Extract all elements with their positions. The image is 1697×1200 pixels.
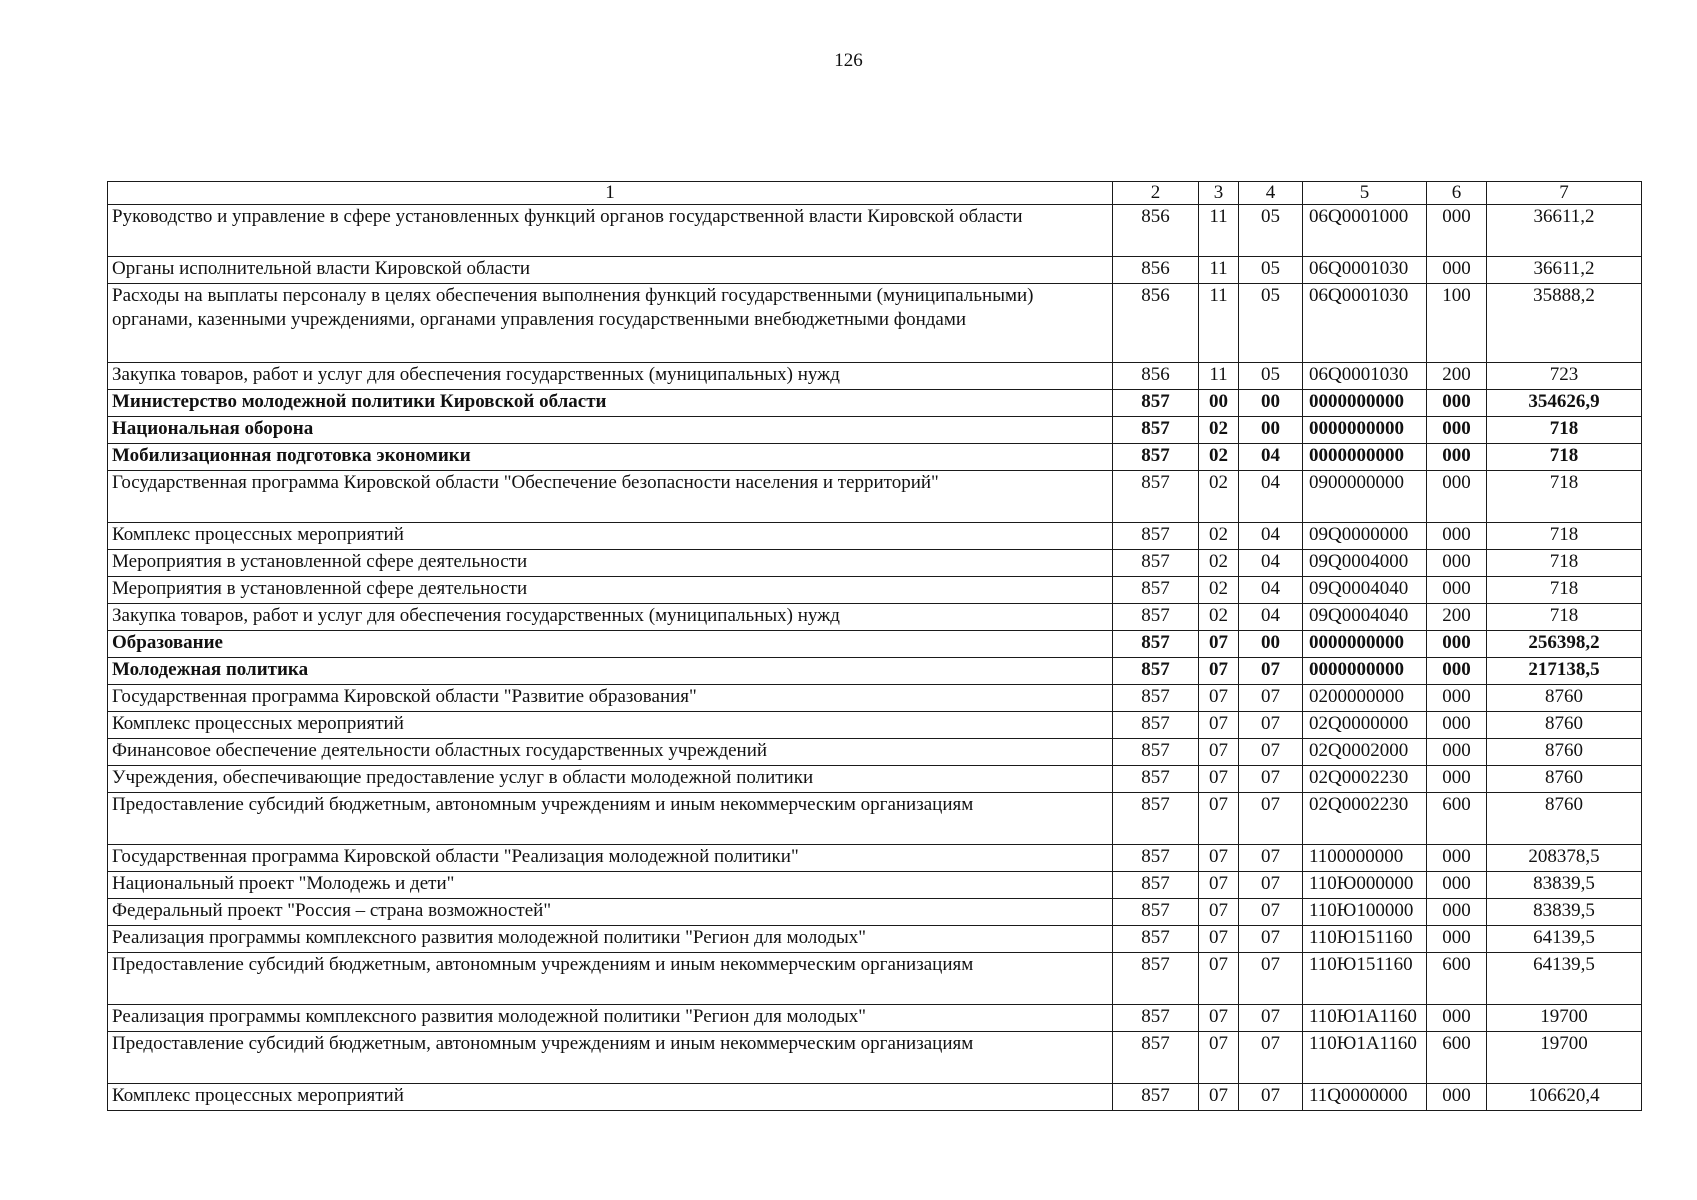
row-section-code-cell: 02 [1199, 444, 1239, 471]
row-amount-cell: 208378,5 [1487, 845, 1642, 872]
row-expense-type-cell: 000 [1427, 739, 1487, 766]
row-section-code-cell: 07 [1199, 845, 1239, 872]
row-ministry-code-cell: 857 [1113, 1032, 1199, 1084]
row-subsection-code-cell: 07 [1239, 793, 1303, 845]
row-expense-type-cell: 000 [1427, 685, 1487, 712]
row-target-article-cell: 02Q0002000 [1303, 739, 1427, 766]
row-name-cell: Органы исполнительной власти Кировской области [108, 257, 1113, 284]
row-section-code-cell: 00 [1199, 390, 1239, 417]
table-row [108, 685, 1642, 712]
row-subsection-code-cell: 05 [1239, 363, 1303, 390]
table-row [108, 390, 1642, 417]
row-expense-type-cell: 000 [1427, 444, 1487, 471]
row-ministry-code-cell: 857 [1113, 1084, 1199, 1111]
row-name-cell: Мероприятия в установленной сфере деятельности [108, 550, 1113, 577]
row-name-cell: Национальная оборона [108, 417, 1113, 444]
row-name-cell: Государственная программа Кировской области "Реализация молодежной политики" [108, 845, 1113, 872]
row-name-cell: Закупка товаров, работ и услуг для обеспечения государственных (муниципальных) нужд [108, 363, 1113, 390]
row-target-article-cell: 09Q0004000 [1303, 550, 1427, 577]
row-section-code-cell: 07 [1199, 658, 1239, 685]
table-row [108, 631, 1642, 658]
row-expense-type-cell: 000 [1427, 205, 1487, 257]
row-amount-cell: 19700 [1487, 1032, 1642, 1084]
row-name-cell: Министерство молодежной политики Кировской области [108, 390, 1113, 417]
row-subsection-code-cell: 07 [1239, 872, 1303, 899]
row-name-cell: Федеральный проект "Россия – страна возможностей" [108, 899, 1113, 926]
row-amount-cell: 83839,5 [1487, 872, 1642, 899]
row-target-article-cell: 09Q0004040 [1303, 604, 1427, 631]
row-target-article-cell: 110Ю000000 [1303, 872, 1427, 899]
row-subsection-code-cell: 07 [1239, 766, 1303, 793]
row-ministry-code-cell: 857 [1113, 712, 1199, 739]
column-header-3: 3 [1199, 182, 1239, 205]
row-section-code-cell: 07 [1199, 953, 1239, 1005]
row-name-cell: Молодежная политика [108, 658, 1113, 685]
row-target-article-cell: 09Q0004040 [1303, 577, 1427, 604]
row-ministry-code-cell: 857 [1113, 471, 1199, 523]
row-ministry-code-cell: 857 [1113, 739, 1199, 766]
row-expense-type-cell: 000 [1427, 658, 1487, 685]
row-ministry-code-cell: 857 [1113, 604, 1199, 631]
row-target-article-cell: 110Ю151160 [1303, 953, 1427, 1005]
table-row [108, 658, 1642, 685]
row-name-cell: Государственная программа Кировской области "Обеспечение безопасности населения и территорий" [108, 471, 1113, 523]
row-subsection-code-cell: 00 [1239, 631, 1303, 658]
row-section-code-cell: 07 [1199, 712, 1239, 739]
row-amount-cell: 8760 [1487, 685, 1642, 712]
row-subsection-code-cell: 07 [1239, 1084, 1303, 1111]
table-row [108, 872, 1642, 899]
row-amount-cell: 64139,5 [1487, 926, 1642, 953]
row-name-cell: Реализация программы комплексного развития молодежной политики "Регион для молодых" [108, 1005, 1113, 1032]
row-section-code-cell: 07 [1199, 926, 1239, 953]
row-name-cell: Финансовое обеспечение деятельности областных государственных учреждений [108, 739, 1113, 766]
row-ministry-code-cell: 857 [1113, 899, 1199, 926]
row-subsection-code-cell: 04 [1239, 444, 1303, 471]
row-target-article-cell: 11Q0000000 [1303, 1084, 1427, 1111]
row-ministry-code-cell: 856 [1113, 363, 1199, 390]
table-row [108, 363, 1642, 390]
table-row [108, 205, 1642, 257]
row-section-code-cell: 07 [1199, 739, 1239, 766]
row-amount-cell: 8760 [1487, 739, 1642, 766]
row-section-code-cell: 02 [1199, 577, 1239, 604]
row-target-article-cell: 06Q0001030 [1303, 284, 1427, 363]
row-amount-cell: 19700 [1487, 1005, 1642, 1032]
row-target-article-cell: 0000000000 [1303, 417, 1427, 444]
row-section-code-cell: 07 [1199, 872, 1239, 899]
row-amount-cell: 718 [1487, 550, 1642, 577]
row-expense-type-cell: 000 [1427, 577, 1487, 604]
table-row [108, 926, 1642, 953]
row-ministry-code-cell: 857 [1113, 766, 1199, 793]
row-name-cell: Мобилизационная подготовка экономики [108, 444, 1113, 471]
table-row [108, 712, 1642, 739]
row-amount-cell: 718 [1487, 604, 1642, 631]
row-amount-cell: 64139,5 [1487, 953, 1642, 1005]
row-section-code-cell: 07 [1199, 793, 1239, 845]
row-subsection-code-cell: 07 [1239, 712, 1303, 739]
row-amount-cell: 718 [1487, 577, 1642, 604]
row-ministry-code-cell: 857 [1113, 390, 1199, 417]
row-name-cell: Государственная программа Кировской области "Развитие образования" [108, 685, 1113, 712]
table-row [108, 1032, 1642, 1084]
row-expense-type-cell: 000 [1427, 631, 1487, 658]
row-section-code-cell: 11 [1199, 284, 1239, 363]
row-expense-type-cell: 100 [1427, 284, 1487, 363]
row-subsection-code-cell: 07 [1239, 953, 1303, 1005]
row-subsection-code-cell: 07 [1239, 926, 1303, 953]
row-expense-type-cell: 600 [1427, 953, 1487, 1005]
row-amount-cell: 8760 [1487, 712, 1642, 739]
column-header-6: 6 [1427, 182, 1487, 205]
table-body [108, 205, 1642, 1111]
row-name-cell: Комплекс процессных мероприятий [108, 1084, 1113, 1111]
row-ministry-code-cell: 857 [1113, 926, 1199, 953]
row-amount-cell: 83839,5 [1487, 899, 1642, 926]
row-expense-type-cell: 600 [1427, 793, 1487, 845]
row-ministry-code-cell: 857 [1113, 444, 1199, 471]
row-target-article-cell: 0900000000 [1303, 471, 1427, 523]
row-subsection-code-cell: 04 [1239, 550, 1303, 577]
column-header-7: 7 [1487, 182, 1642, 205]
row-ministry-code-cell: 857 [1113, 793, 1199, 845]
table-row [108, 577, 1642, 604]
row-name-cell: Предоставление субсидий бюджетным, автономным учреждениям и иным некоммерческим организациям [108, 793, 1113, 845]
row-expense-type-cell: 000 [1427, 712, 1487, 739]
row-section-code-cell: 11 [1199, 257, 1239, 284]
row-target-article-cell: 0000000000 [1303, 658, 1427, 685]
row-ministry-code-cell: 856 [1113, 205, 1199, 257]
column-header-1: 1 [108, 182, 1113, 205]
row-subsection-code-cell: 05 [1239, 257, 1303, 284]
row-section-code-cell: 07 [1199, 685, 1239, 712]
table-row [108, 604, 1642, 631]
row-target-article-cell: 110Ю1А1160 [1303, 1005, 1427, 1032]
row-name-cell: Образование [108, 631, 1113, 658]
row-target-article-cell: 09Q0000000 [1303, 523, 1427, 550]
table-row [108, 739, 1642, 766]
row-subsection-code-cell: 07 [1239, 1005, 1303, 1032]
row-expense-type-cell: 000 [1427, 872, 1487, 899]
row-section-code-cell: 07 [1199, 899, 1239, 926]
row-subsection-code-cell: 05 [1239, 205, 1303, 257]
row-section-code-cell: 11 [1199, 205, 1239, 257]
row-section-code-cell: 07 [1199, 1005, 1239, 1032]
row-target-article-cell: 110Ю151160 [1303, 926, 1427, 953]
row-section-code-cell: 02 [1199, 417, 1239, 444]
row-amount-cell: 718 [1487, 471, 1642, 523]
row-expense-type-cell: 000 [1427, 417, 1487, 444]
row-name-cell: Мероприятия в установленной сфере деятельности [108, 577, 1113, 604]
row-expense-type-cell: 000 [1427, 390, 1487, 417]
page-number: 126 [834, 50, 863, 71]
row-subsection-code-cell: 04 [1239, 471, 1303, 523]
row-ministry-code-cell: 857 [1113, 845, 1199, 872]
budget-table [107, 181, 1642, 1111]
row-amount-cell: 8760 [1487, 793, 1642, 845]
column-header-4: 4 [1239, 182, 1303, 205]
row-subsection-code-cell: 04 [1239, 523, 1303, 550]
column-header-5: 5 [1303, 182, 1427, 205]
row-target-article-cell: 02Q0002230 [1303, 766, 1427, 793]
row-expense-type-cell: 000 [1427, 523, 1487, 550]
row-expense-type-cell: 000 [1427, 899, 1487, 926]
row-amount-cell: 256398,2 [1487, 631, 1642, 658]
row-subsection-code-cell: 00 [1239, 417, 1303, 444]
row-expense-type-cell: 600 [1427, 1032, 1487, 1084]
row-target-article-cell: 1100000000 [1303, 845, 1427, 872]
row-ministry-code-cell: 857 [1113, 872, 1199, 899]
row-expense-type-cell: 000 [1427, 845, 1487, 872]
row-ministry-code-cell: 857 [1113, 523, 1199, 550]
row-amount-cell: 718 [1487, 417, 1642, 444]
row-subsection-code-cell: 07 [1239, 739, 1303, 766]
row-subsection-code-cell: 04 [1239, 577, 1303, 604]
row-ministry-code-cell: 857 [1113, 685, 1199, 712]
row-name-cell: Учреждения, обеспечивающие предоставление услуг в области молодежной политики [108, 766, 1113, 793]
table-header-row [108, 182, 1642, 205]
row-amount-cell: 723 [1487, 363, 1642, 390]
row-ministry-code-cell: 857 [1113, 953, 1199, 1005]
row-expense-type-cell: 200 [1427, 604, 1487, 631]
table-row [108, 257, 1642, 284]
table-row [108, 471, 1642, 523]
row-expense-type-cell: 000 [1427, 766, 1487, 793]
row-section-code-cell: 07 [1199, 766, 1239, 793]
row-section-code-cell: 02 [1199, 471, 1239, 523]
table-row [108, 523, 1642, 550]
row-name-cell: Комплекс процессных мероприятий [108, 523, 1113, 550]
row-subsection-code-cell: 05 [1239, 284, 1303, 363]
table-row [108, 1084, 1642, 1111]
row-subsection-code-cell: 07 [1239, 685, 1303, 712]
row-ministry-code-cell: 857 [1113, 1005, 1199, 1032]
row-target-article-cell: 0000000000 [1303, 444, 1427, 471]
table-row [108, 284, 1642, 363]
row-target-article-cell: 0200000000 [1303, 685, 1427, 712]
row-expense-type-cell: 000 [1427, 1005, 1487, 1032]
row-section-code-cell: 02 [1199, 604, 1239, 631]
row-target-article-cell: 0000000000 [1303, 390, 1427, 417]
row-ministry-code-cell: 857 [1113, 658, 1199, 685]
row-section-code-cell: 02 [1199, 523, 1239, 550]
row-expense-type-cell: 200 [1427, 363, 1487, 390]
row-ministry-code-cell: 857 [1113, 417, 1199, 444]
row-name-cell: Расходы на выплаты персоналу в целях обеспечения выполнения функций государственными (муниципальными) органами, казенными учреждениями, органами управления государственными внебюджетными фондами [108, 284, 1113, 363]
row-name-cell: Руководство и управление в сфере установленных функций органов государственной власти Кировской области [108, 205, 1113, 257]
row-name-cell: Предоставление субсидий бюджетным, автономным учреждениям и иным некоммерческим организациям [108, 1032, 1113, 1084]
row-name-cell: Реализация программы комплексного развития молодежной политики "Регион для молодых" [108, 926, 1113, 953]
row-expense-type-cell: 000 [1427, 1084, 1487, 1111]
row-ministry-code-cell: 856 [1113, 284, 1199, 363]
row-target-article-cell: 02Q0000000 [1303, 712, 1427, 739]
row-expense-type-cell: 000 [1427, 471, 1487, 523]
row-ministry-code-cell: 856 [1113, 257, 1199, 284]
row-amount-cell: 106620,4 [1487, 1084, 1642, 1111]
row-target-article-cell: 06Q0001030 [1303, 257, 1427, 284]
row-section-code-cell: 02 [1199, 550, 1239, 577]
table-row [108, 845, 1642, 872]
row-target-article-cell: 06Q0001000 [1303, 205, 1427, 257]
row-amount-cell: 718 [1487, 523, 1642, 550]
row-amount-cell: 718 [1487, 444, 1642, 471]
row-amount-cell: 217138,5 [1487, 658, 1642, 685]
row-section-code-cell: 11 [1199, 363, 1239, 390]
row-ministry-code-cell: 857 [1113, 631, 1199, 658]
row-ministry-code-cell: 857 [1113, 550, 1199, 577]
table-row [108, 953, 1642, 1005]
row-amount-cell: 36611,2 [1487, 205, 1642, 257]
row-name-cell: Комплекс процессных мероприятий [108, 712, 1113, 739]
table-row [108, 899, 1642, 926]
row-target-article-cell: 0000000000 [1303, 631, 1427, 658]
row-amount-cell: 35888,2 [1487, 284, 1642, 363]
row-expense-type-cell: 000 [1427, 257, 1487, 284]
row-amount-cell: 354626,9 [1487, 390, 1642, 417]
table-row [108, 444, 1642, 471]
row-section-code-cell: 07 [1199, 1084, 1239, 1111]
row-target-article-cell: 06Q0001030 [1303, 363, 1427, 390]
row-amount-cell: 36611,2 [1487, 257, 1642, 284]
row-section-code-cell: 07 [1199, 1032, 1239, 1084]
row-subsection-code-cell: 07 [1239, 1032, 1303, 1084]
column-header-2: 2 [1113, 182, 1199, 205]
table-row [108, 417, 1642, 444]
row-amount-cell: 8760 [1487, 766, 1642, 793]
row-expense-type-cell: 000 [1427, 550, 1487, 577]
row-ministry-code-cell: 857 [1113, 577, 1199, 604]
row-subsection-code-cell: 07 [1239, 899, 1303, 926]
row-target-article-cell: 110Ю1А1160 [1303, 1032, 1427, 1084]
row-subsection-code-cell: 07 [1239, 658, 1303, 685]
table-row [108, 1005, 1642, 1032]
row-name-cell: Национальный проект "Молодежь и дети" [108, 872, 1113, 899]
row-expense-type-cell: 000 [1427, 926, 1487, 953]
row-name-cell: Закупка товаров, работ и услуг для обеспечения государственных (муниципальных) нужд [108, 604, 1113, 631]
row-target-article-cell: 02Q0002230 [1303, 793, 1427, 845]
table-row [108, 550, 1642, 577]
row-name-cell: Предоставление субсидий бюджетным, автономным учреждениям и иным некоммерческим организациям [108, 953, 1113, 1005]
table-row [108, 766, 1642, 793]
row-subsection-code-cell: 04 [1239, 604, 1303, 631]
row-subsection-code-cell: 00 [1239, 390, 1303, 417]
row-section-code-cell: 07 [1199, 631, 1239, 658]
table-row [108, 793, 1642, 845]
row-target-article-cell: 110Ю100000 [1303, 899, 1427, 926]
row-subsection-code-cell: 07 [1239, 845, 1303, 872]
